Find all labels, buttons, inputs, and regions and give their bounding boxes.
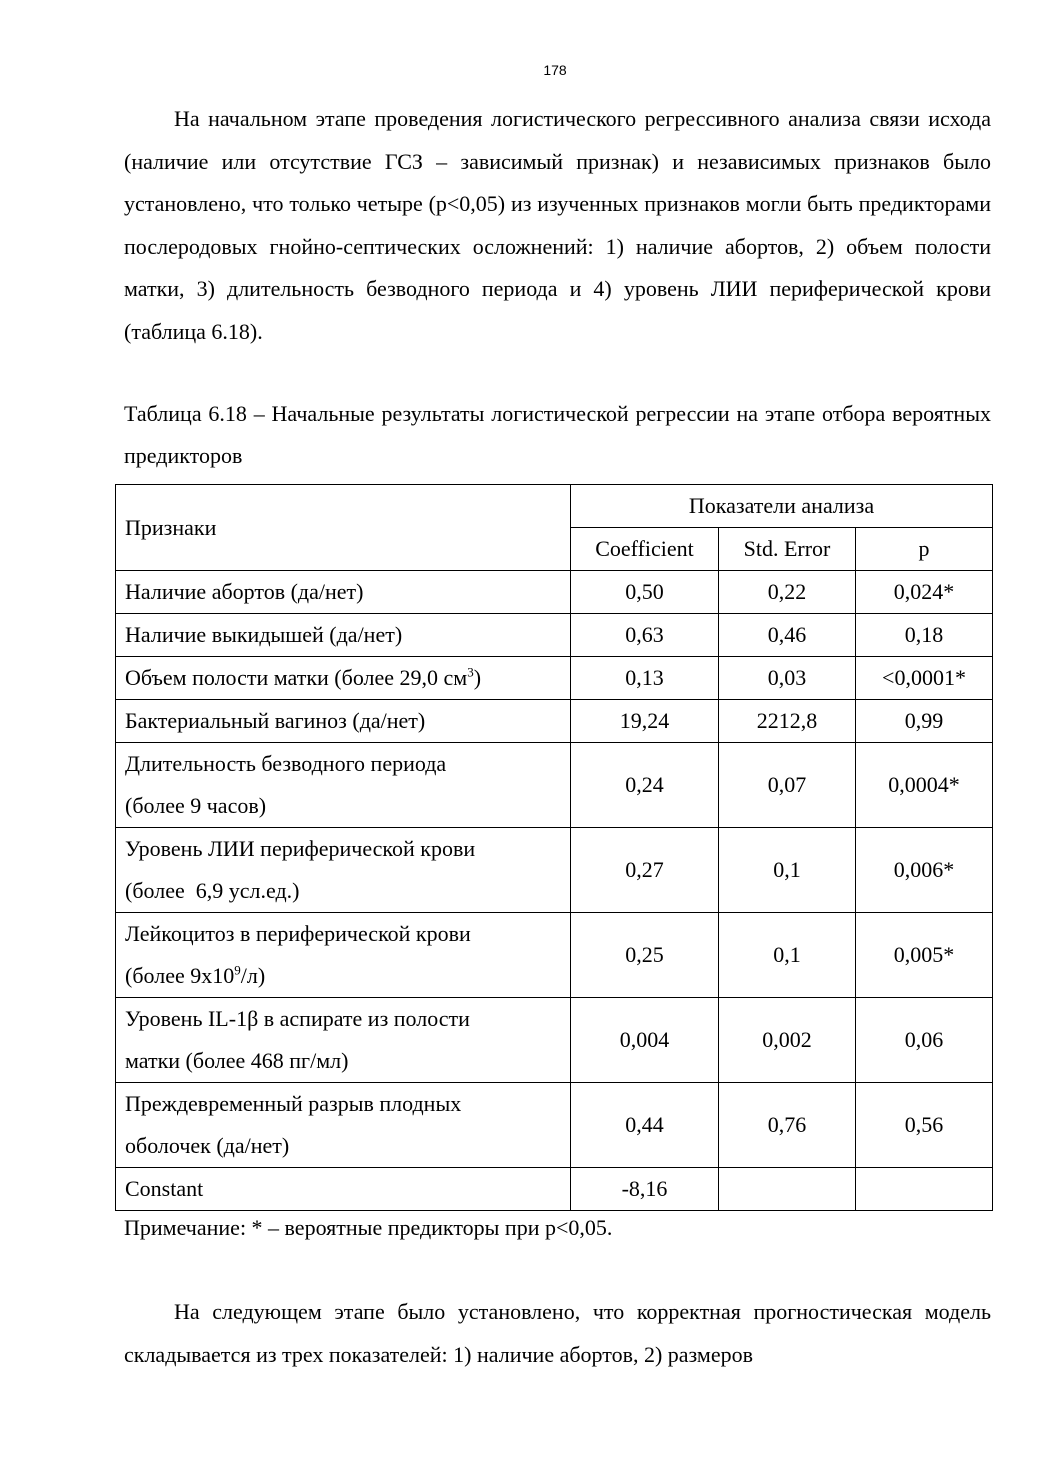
row-label-suffix: ) — [473, 665, 482, 690]
row-coefficient: 19,24 — [571, 700, 719, 743]
table-row — [116, 657, 993, 700]
table-row — [116, 1083, 993, 1168]
row-coefficient: 0,27 — [571, 828, 719, 913]
row-p: 0,06 — [856, 998, 993, 1083]
row-coefficient: 0,24 — [571, 743, 719, 828]
row-label — [116, 657, 571, 700]
table-row — [116, 700, 993, 743]
row-label — [116, 743, 571, 828]
row-coefficient: 0,13 — [571, 657, 719, 700]
header-features: Признаки — [116, 485, 571, 571]
row-coefficient: 0,25 — [571, 913, 719, 998]
row-label-line1: Длительность безводного периода — [125, 751, 447, 776]
paragraph-next-text: На следующем этапе было установлено, что корректная прогностическая модель складывается из трех показателей: 1) наличие абортов, 2) размеров — [124, 1299, 991, 1367]
row-label-line1: Уровень ЛИИ периферической крови — [125, 836, 476, 861]
row-label-line2: (более 9х10 — [125, 963, 235, 988]
table-row — [116, 828, 993, 913]
row-label — [116, 828, 571, 913]
row-p: 0,005* — [856, 913, 993, 998]
row-coefficient: -8,16 — [571, 1168, 719, 1211]
row-std-error: 0,03 — [719, 657, 856, 700]
row-coefficient: 0,004 — [571, 998, 719, 1083]
row-label-line2: (более 6,9 усл.ед.) — [125, 878, 300, 903]
table-row — [116, 614, 993, 657]
row-std-error: 0,002 — [719, 998, 856, 1083]
row-p: 0,99 — [856, 700, 993, 743]
row-label-superscript: 9 — [234, 962, 241, 978]
header-analysis-group: Показатели анализа — [571, 485, 993, 528]
row-label-line1: Уровень IL-1β в аспирате из полости — [125, 1006, 470, 1031]
paragraph-next — [124, 1291, 991, 1376]
row-label: Constant — [116, 1168, 571, 1211]
table-row — [116, 571, 993, 614]
table-caption: Таблица 6.18 – Начальные результаты логистической регрессии на этапе отбора вероятных предикторов — [124, 401, 991, 468]
row-std-error: 2212,8 — [719, 700, 856, 743]
row-std-error — [719, 1168, 856, 1211]
table-row — [116, 998, 993, 1083]
row-std-error: 0,1 — [719, 913, 856, 998]
row-std-error: 0,46 — [719, 614, 856, 657]
header-std-error: Std. Error — [719, 528, 856, 571]
paragraph-intro — [124, 98, 991, 353]
row-std-error: 0,22 — [719, 571, 856, 614]
row-label-suffix: /л) — [240, 963, 266, 988]
row-label-line2: матки (более 468 пг/мл) — [125, 1048, 349, 1073]
row-label — [116, 998, 571, 1083]
row-label-superscript: 3 — [467, 664, 474, 680]
row-label-line1: Преждевременный разрыв плодных — [125, 1091, 462, 1116]
row-std-error: 0,07 — [719, 743, 856, 828]
row-label-line1: Лейкоцитоз в периферической крови — [125, 921, 471, 946]
paragraph-intro-text: На начальном этапе проведения логистического регрессивного анализа связи исхода (наличие или отсутствие ГСЗ – зависимый признак) и независимых признаков было установлено, что только четыре (p<0,05) из изученных признаков могли быть предикторами послеродовых гнойно-септических осложнений: 1) наличие абортов, 2) объем полости матки, 3) длительность безводного периода и 4) уровень ЛИИ периферической крови (таблица 6.18). — [124, 106, 991, 344]
row-coefficient: 0,50 — [571, 571, 719, 614]
table-row — [116, 743, 993, 828]
row-coefficient: 0,63 — [571, 614, 719, 657]
row-label — [116, 913, 571, 998]
table-note: Примечание: * – вероятные предикторы при p<0,05. — [124, 1215, 613, 1240]
row-label: Бактериальный вагиноз (да/нет) — [116, 700, 571, 743]
row-label — [116, 1083, 571, 1168]
page-number: 178 — [543, 62, 567, 78]
row-std-error: 0,1 — [719, 828, 856, 913]
regression-table — [115, 484, 993, 1211]
row-p: <0,0001* — [856, 657, 993, 700]
row-p: 0,56 — [856, 1083, 993, 1168]
table-row — [116, 1168, 993, 1211]
row-p: 0,006* — [856, 828, 993, 913]
table-row — [116, 913, 993, 998]
row-label-line2: оболочек (да/нет) — [125, 1133, 290, 1158]
row-p — [856, 1168, 993, 1211]
row-std-error: 0,76 — [719, 1083, 856, 1168]
row-p: 0,18 — [856, 614, 993, 657]
header-p: p — [856, 528, 993, 571]
row-p: 0,0004* — [856, 743, 993, 828]
row-coefficient: 0,44 — [571, 1083, 719, 1168]
row-label: Наличие выкидышей (да/нет) — [116, 614, 571, 657]
header-coefficient: Coefficient — [571, 528, 719, 571]
row-label-text: Объем полости матки (более 29,0 см — [125, 665, 468, 690]
row-p: 0,024* — [856, 571, 993, 614]
row-label-line2: (более 9 часов) — [125, 793, 267, 818]
row-label: Наличие абортов (да/нет) — [116, 571, 571, 614]
